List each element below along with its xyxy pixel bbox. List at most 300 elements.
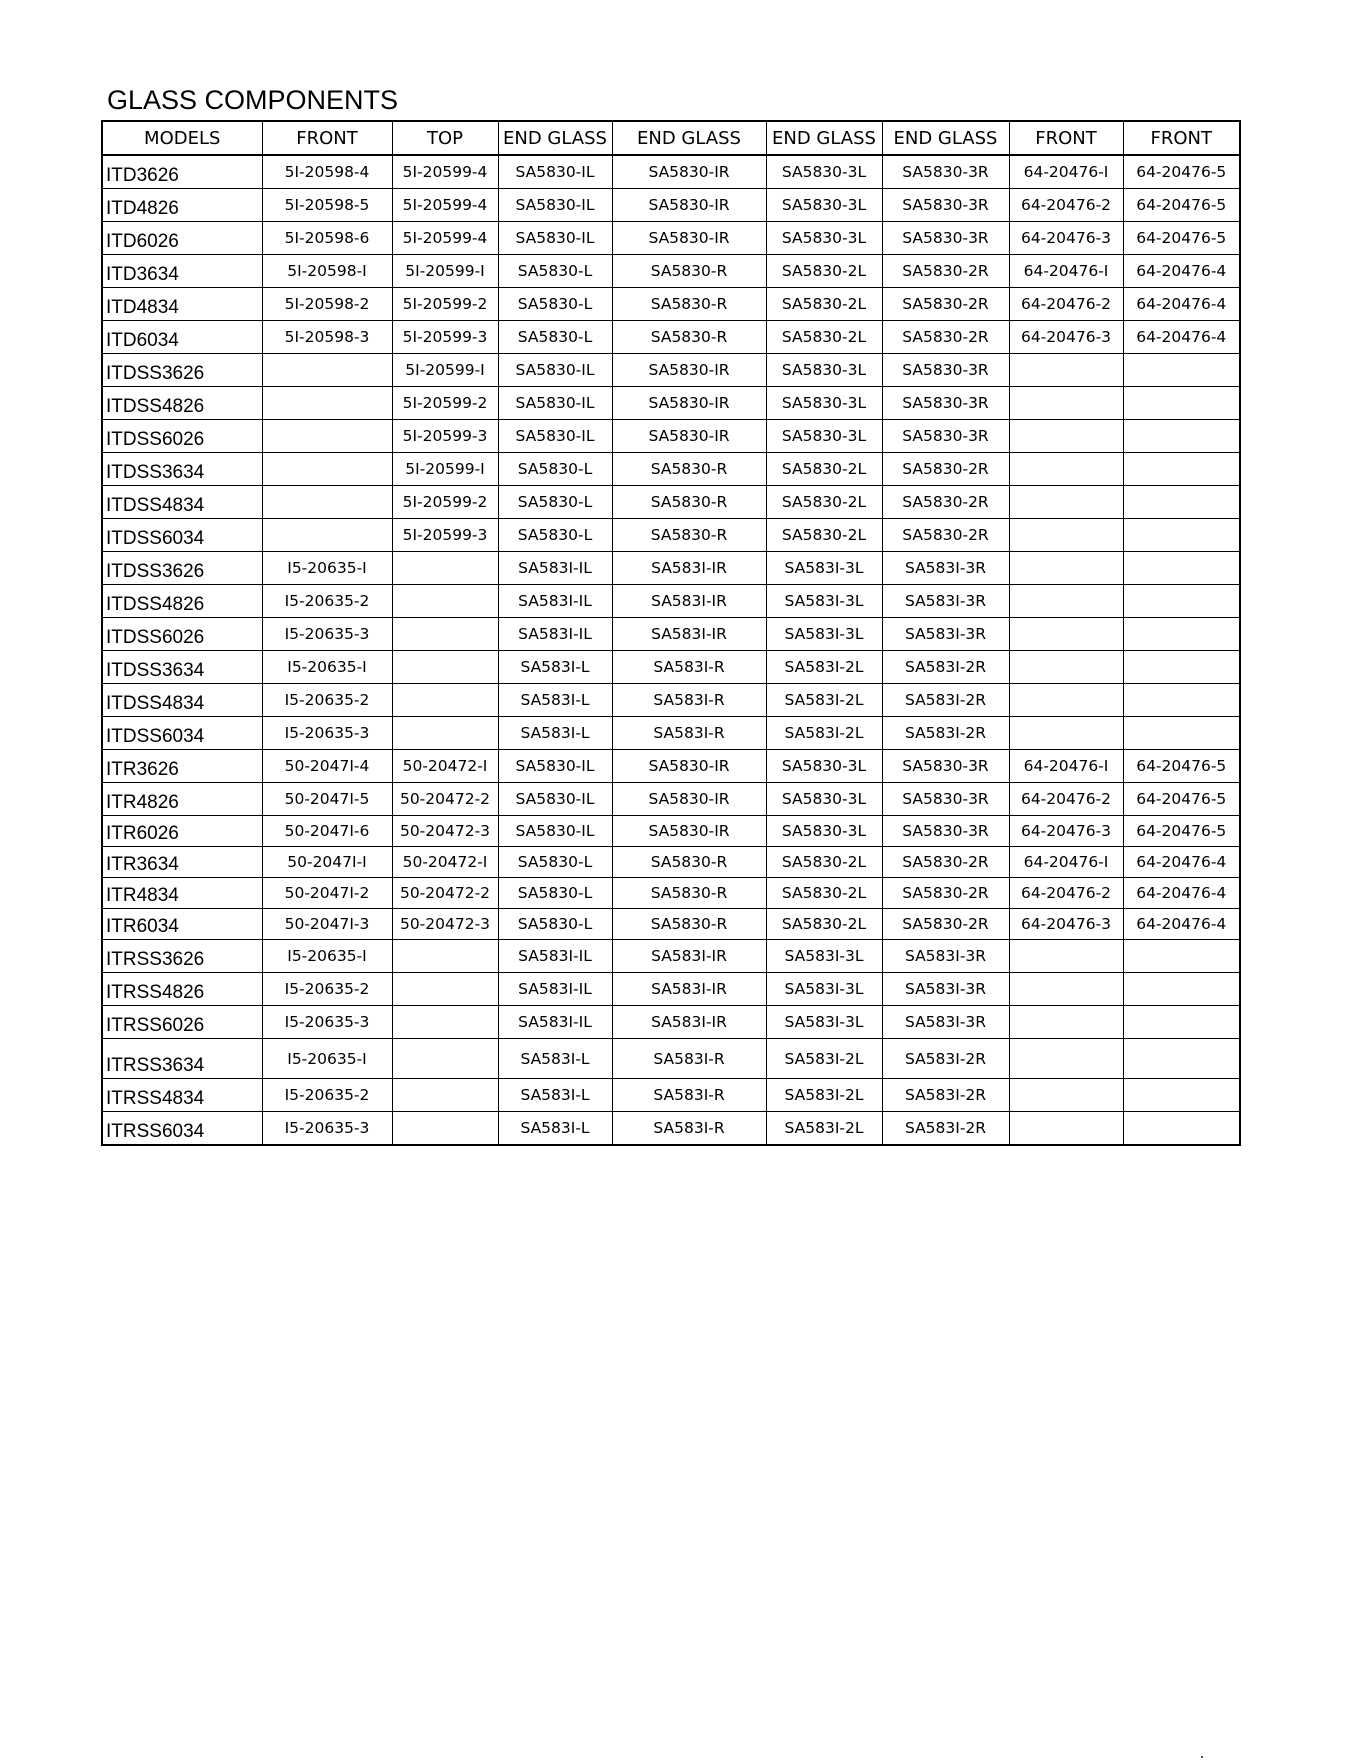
- part-number-cell: SA5830-R: [612, 909, 766, 940]
- part-number-cell: 64-20476-I: [1009, 155, 1123, 189]
- header-row: [102, 121, 1240, 155]
- part-number-cell: 64-20476-4: [1123, 288, 1240, 321]
- table-row: [102, 750, 1240, 783]
- table-row: [102, 847, 1240, 878]
- part-number-cell: SA5830-2L: [766, 453, 882, 486]
- part-number-cell: SA5830-R: [612, 453, 766, 486]
- column-header-end-glass: END GLASS: [498, 121, 612, 155]
- column-header-front: FRONT: [1009, 121, 1123, 155]
- part-number-cell: 64-20476-5: [1123, 189, 1240, 222]
- part-number-cell: 64-20476-3: [1009, 321, 1123, 354]
- part-number-cell: [1123, 552, 1240, 585]
- table-row: [102, 1039, 1240, 1079]
- table-row: [102, 288, 1240, 321]
- part-number-cell: SA583I-IR: [612, 940, 766, 973]
- model-cell: ITRSS4826: [102, 973, 262, 1006]
- part-number-cell: SA5830-3L: [766, 816, 882, 847]
- part-number-cell: SA5830-2L: [766, 878, 882, 909]
- model-cell: ITD6034: [102, 321, 262, 354]
- part-number-cell: [1009, 420, 1123, 453]
- table-row: [102, 189, 1240, 222]
- part-number-cell: [1009, 651, 1123, 684]
- part-number-cell: 5I-20599-2: [392, 387, 498, 420]
- part-number-cell: SA583I-IR: [612, 585, 766, 618]
- part-number-cell: SA583I-2L: [766, 1112, 882, 1146]
- part-number-cell: [1009, 486, 1123, 519]
- part-number-cell: SA583I-R: [612, 1112, 766, 1146]
- part-number-cell: 50-20472-I: [392, 847, 498, 878]
- model-cell: ITRSS6034: [102, 1112, 262, 1146]
- part-number-cell: 5I-20599-2: [392, 486, 498, 519]
- column-header-front: FRONT: [262, 121, 392, 155]
- table-body: [102, 155, 1240, 1145]
- model-cell: ITRSS3626: [102, 940, 262, 973]
- part-number-cell: 5I-20598-2: [262, 288, 392, 321]
- model-cell: ITR4834: [102, 878, 262, 909]
- part-number-cell: [1009, 519, 1123, 552]
- part-number-cell: 50-2047I-4: [262, 750, 392, 783]
- part-number-cell: SA5830-R: [612, 878, 766, 909]
- part-number-cell: 50-2047I-5: [262, 783, 392, 816]
- part-number-cell: 5I-20599-3: [392, 519, 498, 552]
- part-number-cell: SA583I-R: [612, 651, 766, 684]
- part-number-cell: SA583I-3R: [882, 940, 1009, 973]
- part-number-cell: SA5830-IL: [498, 387, 612, 420]
- part-number-cell: [1009, 585, 1123, 618]
- part-number-cell: [392, 717, 498, 750]
- part-number-cell: SA5830-2R: [882, 847, 1009, 878]
- part-number-cell: [392, 585, 498, 618]
- part-number-cell: 5I-20599-4: [392, 189, 498, 222]
- part-number-cell: 64-20476-2: [1009, 878, 1123, 909]
- part-number-cell: SA5830-IR: [612, 750, 766, 783]
- part-number-cell: 5I-20599-4: [392, 222, 498, 255]
- part-number-cell: 50-20472-2: [392, 878, 498, 909]
- model-cell: ITDSS3626: [102, 552, 262, 585]
- part-number-cell: [1123, 453, 1240, 486]
- part-number-cell: SA5830-L: [498, 878, 612, 909]
- part-number-cell: SA5830-3L: [766, 222, 882, 255]
- part-number-cell: 50-20472-3: [392, 816, 498, 847]
- part-number-cell: SA5830-2L: [766, 847, 882, 878]
- part-number-cell: I5-20635-3: [262, 1006, 392, 1039]
- table-row: [102, 321, 1240, 354]
- part-number-cell: I5-20635-2: [262, 973, 392, 1006]
- part-number-cell: [1009, 453, 1123, 486]
- part-number-cell: SA583I-L: [498, 1112, 612, 1146]
- part-number-cell: SA583I-R: [612, 684, 766, 717]
- part-number-cell: [1009, 684, 1123, 717]
- model-cell: ITD6026: [102, 222, 262, 255]
- part-number-cell: SA583I-IL: [498, 940, 612, 973]
- part-number-cell: [1123, 1112, 1240, 1146]
- column-header-end-glass: END GLASS: [882, 121, 1009, 155]
- part-number-cell: 5I-20598-4: [262, 155, 392, 189]
- part-number-cell: I5-20635-3: [262, 717, 392, 750]
- part-number-cell: [1123, 387, 1240, 420]
- part-number-cell: SA5830-IL: [498, 816, 612, 847]
- part-number-cell: SA5830-2L: [766, 486, 882, 519]
- part-number-cell: [262, 387, 392, 420]
- table-row: [102, 1112, 1240, 1146]
- model-cell: ITRSS3634: [102, 1039, 262, 1079]
- part-number-cell: SA5830-L: [498, 847, 612, 878]
- part-number-cell: SA5830-3L: [766, 420, 882, 453]
- part-number-cell: I5-20635-I: [262, 1039, 392, 1079]
- part-number-cell: [1009, 1112, 1123, 1146]
- part-number-cell: [392, 651, 498, 684]
- model-cell: ITRSS4834: [102, 1079, 262, 1112]
- part-number-cell: SA583I-2R: [882, 684, 1009, 717]
- part-number-cell: [1123, 618, 1240, 651]
- part-number-cell: SA583I-2L: [766, 717, 882, 750]
- part-number-cell: 64-20476-4: [1123, 878, 1240, 909]
- table-row: [102, 585, 1240, 618]
- part-number-cell: I5-20635-2: [262, 684, 392, 717]
- part-number-cell: SA583I-IL: [498, 973, 612, 1006]
- part-number-cell: SA5830-R: [612, 519, 766, 552]
- part-number-cell: 50-2047I-2: [262, 878, 392, 909]
- part-number-cell: SA583I-IL: [498, 552, 612, 585]
- part-number-cell: SA583I-3R: [882, 618, 1009, 651]
- model-cell: ITDSS4826: [102, 387, 262, 420]
- part-number-cell: I5-20635-2: [262, 1079, 392, 1112]
- column-header-front: FRONT: [1123, 121, 1240, 155]
- part-number-cell: SA5830-IL: [498, 750, 612, 783]
- part-number-cell: SA583I-3L: [766, 585, 882, 618]
- part-number-cell: 5I-20598-6: [262, 222, 392, 255]
- part-number-cell: [1009, 717, 1123, 750]
- part-number-cell: SA583I-IR: [612, 618, 766, 651]
- part-number-cell: 64-20476-4: [1123, 255, 1240, 288]
- table-row: [102, 354, 1240, 387]
- part-number-cell: SA5830-3L: [766, 354, 882, 387]
- table-row: [102, 1006, 1240, 1039]
- part-number-cell: [392, 552, 498, 585]
- model-cell: ITDSS6034: [102, 519, 262, 552]
- model-cell: ITDSS4834: [102, 684, 262, 717]
- part-number-cell: SA5830-3R: [882, 354, 1009, 387]
- part-number-cell: [392, 1006, 498, 1039]
- part-number-cell: SA583I-2L: [766, 651, 882, 684]
- part-number-cell: SA5830-R: [612, 486, 766, 519]
- part-number-cell: 64-20476-2: [1009, 288, 1123, 321]
- part-number-cell: SA583I-2R: [882, 1112, 1009, 1146]
- part-number-cell: [262, 420, 392, 453]
- part-number-cell: [1123, 585, 1240, 618]
- part-number-cell: SA5830-L: [498, 486, 612, 519]
- part-number-cell: 64-20476-5: [1123, 155, 1240, 189]
- part-number-cell: SA5830-IL: [498, 354, 612, 387]
- part-number-cell: SA583I-2L: [766, 684, 882, 717]
- part-number-cell: SA5830-3R: [882, 189, 1009, 222]
- part-number-cell: SA5830-IL: [498, 155, 612, 189]
- part-number-cell: [1123, 940, 1240, 973]
- part-number-cell: 50-20472-3: [392, 909, 498, 940]
- part-number-cell: SA583I-2L: [766, 1039, 882, 1079]
- part-number-cell: [392, 973, 498, 1006]
- model-cell: ITR6026: [102, 816, 262, 847]
- part-number-cell: [1123, 519, 1240, 552]
- model-cell: ITR3634: [102, 847, 262, 878]
- part-number-cell: SA5830-IR: [612, 420, 766, 453]
- table-row: [102, 1079, 1240, 1112]
- part-number-cell: SA5830-IL: [498, 222, 612, 255]
- part-number-cell: SA583I-IR: [612, 552, 766, 585]
- part-number-cell: [1009, 940, 1123, 973]
- part-number-cell: 5I-20598-5: [262, 189, 392, 222]
- part-number-cell: SA583I-3L: [766, 618, 882, 651]
- part-number-cell: SA583I-3R: [882, 1006, 1009, 1039]
- table-row: [102, 816, 1240, 847]
- part-number-cell: SA583I-R: [612, 1079, 766, 1112]
- part-number-cell: 5I-20599-3: [392, 420, 498, 453]
- part-number-cell: 64-20476-4: [1123, 909, 1240, 940]
- part-number-cell: [392, 618, 498, 651]
- part-number-cell: SA5830-R: [612, 321, 766, 354]
- part-number-cell: SA5830-L: [498, 255, 612, 288]
- part-number-cell: 64-20476-4: [1123, 321, 1240, 354]
- part-number-cell: [1123, 651, 1240, 684]
- part-number-cell: SA5830-3R: [882, 750, 1009, 783]
- part-number-cell: SA5830-IR: [612, 783, 766, 816]
- table-row: [102, 783, 1240, 816]
- part-number-cell: SA5830-2R: [882, 486, 1009, 519]
- part-number-cell: 64-20476-5: [1123, 783, 1240, 816]
- part-number-cell: SA5830-2R: [882, 321, 1009, 354]
- part-number-cell: 5I-20598-I: [262, 255, 392, 288]
- model-cell: ITD4834: [102, 288, 262, 321]
- part-number-cell: SA583I-2L: [766, 1079, 882, 1112]
- part-number-cell: SA5830-3L: [766, 155, 882, 189]
- part-number-cell: I5-20635-I: [262, 552, 392, 585]
- part-number-cell: SA5830-R: [612, 847, 766, 878]
- part-number-cell: SA5830-3R: [882, 420, 1009, 453]
- part-number-cell: SA583I-3R: [882, 585, 1009, 618]
- part-number-cell: [392, 1079, 498, 1112]
- model-cell: ITR4826: [102, 783, 262, 816]
- table-row: [102, 651, 1240, 684]
- part-number-cell: SA5830-R: [612, 255, 766, 288]
- part-number-cell: [392, 684, 498, 717]
- part-number-cell: SA5830-2L: [766, 909, 882, 940]
- part-number-cell: 5I-20599-3: [392, 321, 498, 354]
- part-number-cell: 50-20472-I: [392, 750, 498, 783]
- part-number-cell: [1009, 552, 1123, 585]
- part-number-cell: SA5830-L: [498, 453, 612, 486]
- part-number-cell: SA583I-3L: [766, 973, 882, 1006]
- column-header-end-glass: END GLASS: [612, 121, 766, 155]
- part-number-cell: 5I-20599-2: [392, 288, 498, 321]
- part-number-cell: SA5830-3R: [882, 387, 1009, 420]
- part-number-cell: SA5830-2R: [882, 878, 1009, 909]
- part-number-cell: 50-2047I-3: [262, 909, 392, 940]
- part-number-cell: SA5830-IR: [612, 354, 766, 387]
- model-cell: ITD3626: [102, 155, 262, 189]
- part-number-cell: [1123, 1006, 1240, 1039]
- part-number-cell: [1009, 618, 1123, 651]
- page-title: GLASS COMPONENTS: [107, 85, 399, 115]
- part-number-cell: 64-20476-5: [1123, 816, 1240, 847]
- part-number-cell: I5-20635-I: [262, 651, 392, 684]
- part-number-cell: SA5830-L: [498, 909, 612, 940]
- part-number-cell: [1009, 354, 1123, 387]
- part-number-cell: SA583I-3R: [882, 552, 1009, 585]
- part-number-cell: [1123, 354, 1240, 387]
- part-number-cell: [1009, 973, 1123, 1006]
- part-number-cell: [1123, 486, 1240, 519]
- part-number-cell: SA5830-IL: [498, 783, 612, 816]
- part-number-cell: SA5830-IR: [612, 189, 766, 222]
- table-row: [102, 909, 1240, 940]
- part-number-cell: [1009, 1039, 1123, 1079]
- model-cell: ITR6034: [102, 909, 262, 940]
- part-number-cell: SA5830-IR: [612, 155, 766, 189]
- part-number-cell: 50-2047I-6: [262, 816, 392, 847]
- part-number-cell: 5I-20598-3: [262, 321, 392, 354]
- part-number-cell: [262, 453, 392, 486]
- part-number-cell: SA5830-2L: [766, 288, 882, 321]
- part-number-cell: SA5830-L: [498, 288, 612, 321]
- part-number-cell: SA5830-2L: [766, 519, 882, 552]
- model-cell: ITDSS3626: [102, 354, 262, 387]
- part-number-cell: I5-20635-I: [262, 940, 392, 973]
- part-number-cell: 5I-20599-4: [392, 155, 498, 189]
- part-number-cell: SA583I-R: [612, 1039, 766, 1079]
- glass-components-table: [101, 120, 1241, 1146]
- part-number-cell: [1009, 387, 1123, 420]
- part-number-cell: SA5830-3R: [882, 222, 1009, 255]
- part-number-cell: SA5830-L: [498, 321, 612, 354]
- part-number-cell: SA583I-2R: [882, 651, 1009, 684]
- part-number-cell: 64-20476-2: [1009, 189, 1123, 222]
- model-cell: ITDSS4834: [102, 486, 262, 519]
- part-number-cell: SA583I-2R: [882, 1039, 1009, 1079]
- table-row: [102, 940, 1240, 973]
- part-number-cell: 64-20476-3: [1009, 816, 1123, 847]
- table-row: [102, 878, 1240, 909]
- part-number-cell: SA583I-L: [498, 1079, 612, 1112]
- part-number-cell: I5-20635-3: [262, 1112, 392, 1146]
- model-cell: ITDSS6026: [102, 618, 262, 651]
- part-number-cell: SA583I-IL: [498, 1006, 612, 1039]
- part-number-cell: [262, 486, 392, 519]
- part-number-cell: SA583I-IR: [612, 1006, 766, 1039]
- part-number-cell: SA5830-IR: [612, 816, 766, 847]
- part-number-cell: 64-20476-5: [1123, 750, 1240, 783]
- part-number-cell: SA5830-IR: [612, 222, 766, 255]
- column-header-top: TOP: [392, 121, 498, 155]
- part-number-cell: SA5830-IL: [498, 420, 612, 453]
- part-number-cell: SA583I-3L: [766, 940, 882, 973]
- table-row: [102, 717, 1240, 750]
- part-number-cell: 5I-20599-I: [392, 255, 498, 288]
- part-number-cell: SA5830-2R: [882, 255, 1009, 288]
- part-number-cell: SA5830-2R: [882, 288, 1009, 321]
- part-number-cell: [392, 940, 498, 973]
- part-number-cell: [392, 1112, 498, 1146]
- table-row: [102, 618, 1240, 651]
- column-header-models: MODELS: [102, 121, 262, 155]
- model-cell: ITDSS3634: [102, 651, 262, 684]
- part-number-cell: SA583I-2R: [882, 1079, 1009, 1112]
- table-row: [102, 222, 1240, 255]
- part-number-cell: [262, 354, 392, 387]
- part-number-cell: SA5830-3R: [882, 816, 1009, 847]
- page-corner-mark: [1201, 1756, 1203, 1758]
- part-number-cell: [392, 1039, 498, 1079]
- part-number-cell: [1123, 1039, 1240, 1079]
- part-number-cell: SA5830-3R: [882, 783, 1009, 816]
- part-number-cell: 5I-20599-I: [392, 453, 498, 486]
- table-row: [102, 973, 1240, 1006]
- table-row: [102, 255, 1240, 288]
- table-row: [102, 684, 1240, 717]
- model-cell: ITDSS6026: [102, 420, 262, 453]
- part-number-cell: [1123, 717, 1240, 750]
- part-number-cell: SA583I-2R: [882, 717, 1009, 750]
- part-number-cell: SA5830-2R: [882, 519, 1009, 552]
- part-number-cell: 64-20476-2: [1009, 783, 1123, 816]
- part-number-cell: [1009, 1079, 1123, 1112]
- part-number-cell: SA5830-3L: [766, 750, 882, 783]
- model-cell: ITDSS3634: [102, 453, 262, 486]
- model-cell: ITD4826: [102, 189, 262, 222]
- table-row: [102, 420, 1240, 453]
- table-row: [102, 387, 1240, 420]
- part-number-cell: SA5830-2R: [882, 453, 1009, 486]
- part-number-cell: 50-20472-2: [392, 783, 498, 816]
- model-cell: ITRSS6026: [102, 1006, 262, 1039]
- part-number-cell: 64-20476-5: [1123, 222, 1240, 255]
- part-number-cell: [1123, 1079, 1240, 1112]
- part-number-cell: SA5830-2R: [882, 909, 1009, 940]
- part-number-cell: SA583I-3L: [766, 552, 882, 585]
- part-number-cell: SA583I-L: [498, 717, 612, 750]
- table-row: [102, 552, 1240, 585]
- part-number-cell: SA583I-IL: [498, 585, 612, 618]
- part-number-cell: 64-20476-4: [1123, 847, 1240, 878]
- part-number-cell: [1123, 420, 1240, 453]
- model-cell: ITD3634: [102, 255, 262, 288]
- model-cell: ITDSS4826: [102, 585, 262, 618]
- part-number-cell: SA583I-3R: [882, 973, 1009, 1006]
- table-row: [102, 486, 1240, 519]
- part-number-cell: 64-20476-I: [1009, 847, 1123, 878]
- part-number-cell: SA5830-2L: [766, 321, 882, 354]
- part-number-cell: SA583I-3L: [766, 1006, 882, 1039]
- part-number-cell: [1123, 684, 1240, 717]
- part-number-cell: SA5830-R: [612, 288, 766, 321]
- part-number-cell: SA5830-L: [498, 519, 612, 552]
- column-header-end-glass: END GLASS: [766, 121, 882, 155]
- part-number-cell: 50-2047I-I: [262, 847, 392, 878]
- part-number-cell: I5-20635-3: [262, 618, 392, 651]
- part-number-cell: SA5830-3L: [766, 189, 882, 222]
- part-number-cell: I5-20635-2: [262, 585, 392, 618]
- table-row: [102, 453, 1240, 486]
- part-number-cell: 64-20476-I: [1009, 255, 1123, 288]
- part-number-cell: SA5830-2L: [766, 255, 882, 288]
- model-cell: ITR3626: [102, 750, 262, 783]
- part-number-cell: 64-20476-I: [1009, 750, 1123, 783]
- part-number-cell: SA583I-R: [612, 717, 766, 750]
- model-cell: ITDSS6034: [102, 717, 262, 750]
- part-number-cell: SA5830-IR: [612, 387, 766, 420]
- part-number-cell: SA583I-L: [498, 651, 612, 684]
- part-number-cell: SA5830-3L: [766, 387, 882, 420]
- table-row: [102, 155, 1240, 189]
